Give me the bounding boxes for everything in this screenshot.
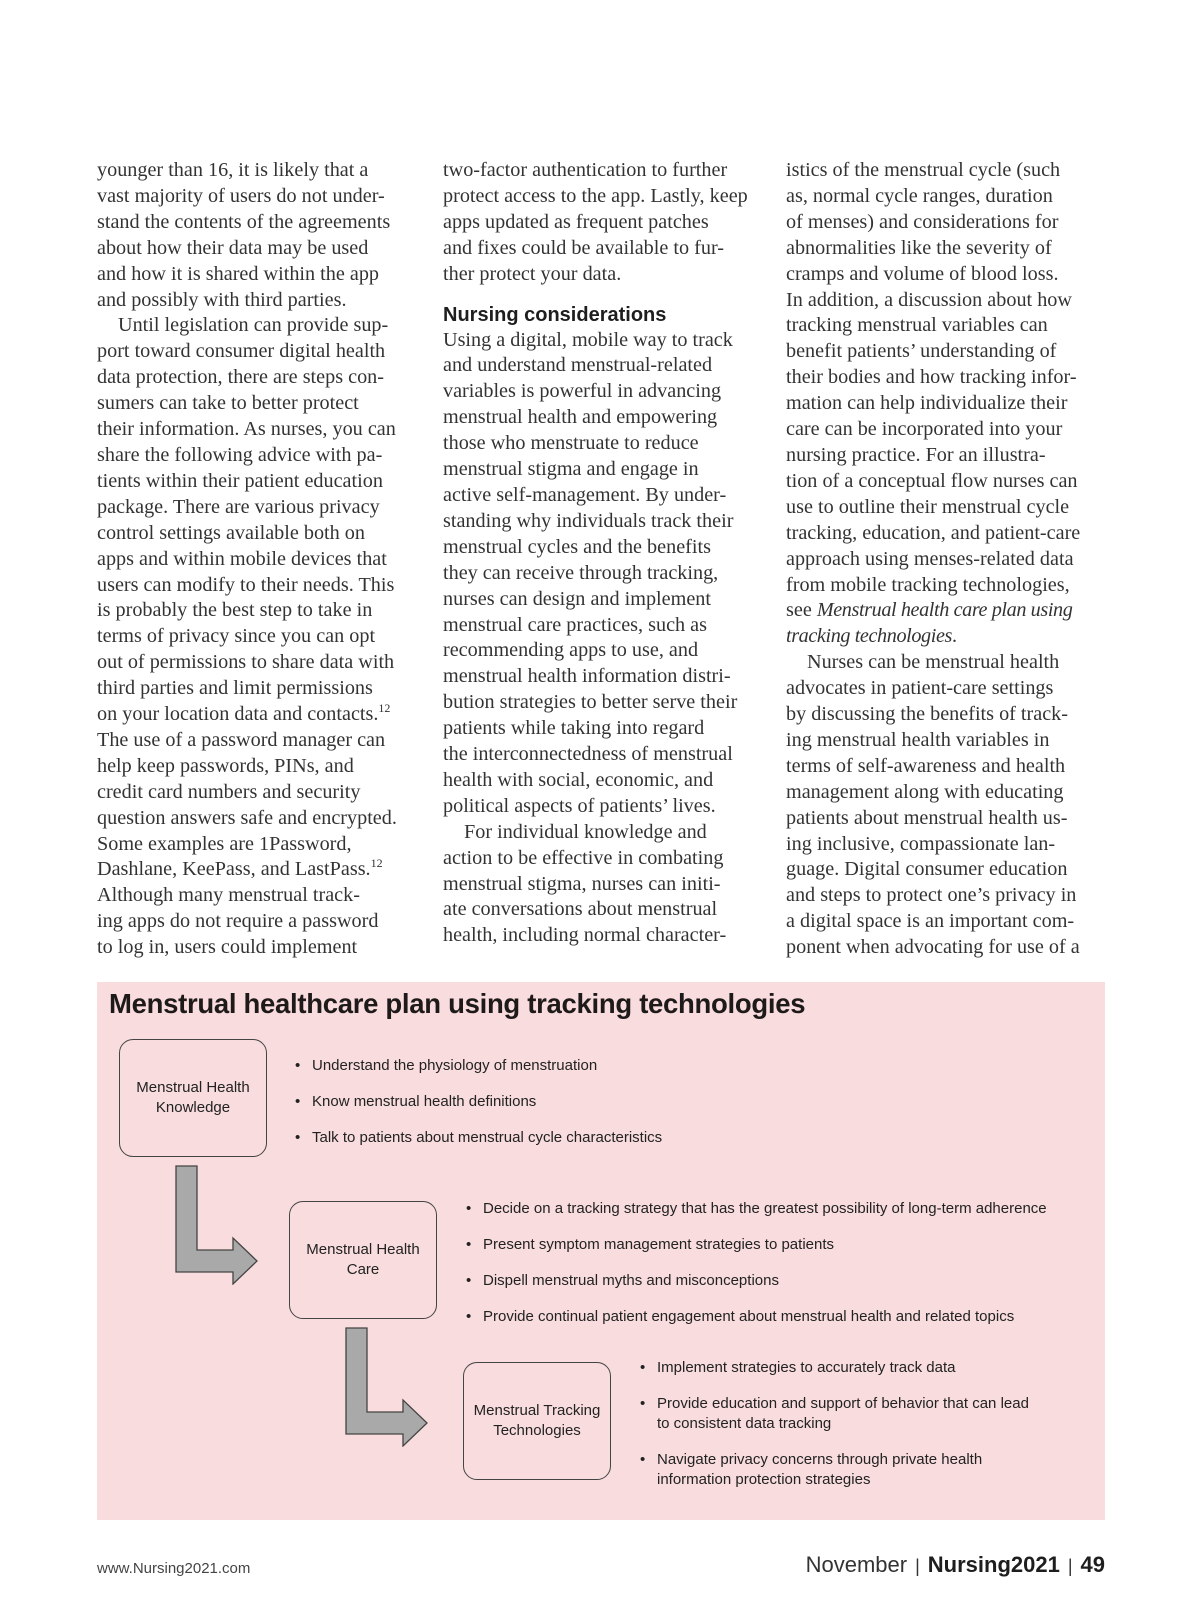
bullet-item: • Talk to patients about menstrual cycle characteristics [295,1128,662,1148]
text-line: variables is powerful in advancing [443,380,722,403]
step-label-line: Menstrual Health [306,1241,420,1258]
text-line-with-citation [97,857,427,883]
article-column-2 [443,158,773,949]
text-line: nurses can design and implement [443,587,711,610]
text-line: terms of self-awareness and health [786,754,1066,777]
step-label-line: Menstrual Tracking [473,1402,601,1419]
step-label-line: Menstrual Health [136,1079,250,1096]
text-line: and possibly with third parties. [97,288,347,311]
text-line: help keep passwords, PINs, and [97,754,354,777]
step-bullets-knowledge [295,1056,662,1148]
figure-title: Menstrual healthcare plan using tracking technologies [109,988,806,1019]
figure-reference-link[interactable]: Menstrual health care plan using [816,599,1073,622]
text-line: ponent when advocating for use of a [786,936,1080,959]
text-line: benefit patients’ understanding of [786,340,1057,363]
text-line: and how it is shared within the app [97,262,380,285]
step-label-line: Technologies [493,1422,581,1439]
text-line: patients while taking into regard [443,717,705,740]
text-line: about how their data may be used [97,236,369,259]
text-line: istics of the menstrual cycle (such [786,159,1061,181]
footer-folio [806,1552,1105,1578]
text-line: third parties and limit permissions [97,677,373,700]
text-line: a digital space is an important com- [786,910,1075,933]
citation-superscript: 12 [378,701,391,716]
bullet-item: • Decide on a tracking strategy that has the greatest possibility of long-term adherence [466,1199,1047,1219]
bullet-item: • Present symptom management strategies to patients [466,1235,1047,1255]
text-line: Nurses can be menstrual health [807,651,1060,674]
text-line: cramps and volume of blood loss. [786,262,1059,285]
text-line: port toward consumer digital health [97,340,386,363]
text-line-with-figure-reference [786,624,1116,650]
text-line: they can receive through tracking, [443,561,719,584]
text-line: The use of a password manager can [97,728,386,751]
text-line: protect access to the app. Lastly, keep [443,184,748,207]
bullet-text: Provide education and support of behavior that can lead [657,1395,1029,1412]
bullet-item: • Know menstrual health definitions [295,1092,662,1112]
text-line: mation can help individualize their [786,392,1068,415]
text-line: those who menstruate to reduce [443,432,699,455]
text-line: tients within their patient education [97,469,383,492]
text-line: sumers can take to better protect [97,392,359,415]
down-right-arrow-icon [175,1165,265,1285]
text: Dashlane, KeePass, and LastPass. [97,858,371,881]
text-line: ing inclusive, compassionate lan- [786,832,1056,855]
text-line-with-figure-reference [786,598,1116,624]
text-line: recommending apps to use, and [443,639,699,662]
step-bullets-care [466,1199,1047,1327]
text-line: menstrual stigma, nurses can initi- [443,872,721,895]
section-heading: Nursing considerations [443,303,667,326]
text-line: from mobile tracking technologies, [786,573,1070,596]
text-line: apps and within mobile devices that [97,547,387,570]
bullet-item [640,1394,1029,1434]
text-line: and understand menstrual-related [443,354,713,377]
figure-reference-link[interactable]: tracking technologies [786,625,952,648]
text-line: ing apps do not require a password [97,910,379,933]
text-line: bution strategies to better serve their [443,691,738,714]
text-line: the interconnectedness of menstrual [443,743,733,766]
down-right-arrow-icon [345,1327,435,1447]
step-box-tracking-technologies [463,1362,611,1480]
bullet-item: • Implement strategies to accurately track data [640,1358,1029,1378]
footer-separator: | [1067,1556,1073,1576]
text-line: health with social, economic, and [443,768,714,791]
text-line: out of permissions to share data with [97,651,395,674]
text-line: vast majority of users do not under- [97,184,385,207]
text-line: and steps to protect one’s privacy in [786,884,1077,907]
article-column-3 [786,158,1116,961]
bullet-text: Navigate privacy concerns through private health [657,1451,983,1468]
text-line: Some examples are 1Password, [97,832,352,855]
article-column-1 [97,158,427,961]
text-line: political aspects of patients’ lives. [443,794,716,817]
text: see [786,599,812,622]
text-line: terms of privacy since you can opt [97,625,376,648]
citation-superscript: 12 [370,856,383,871]
text-line: of menses) and considerations for [786,210,1059,233]
text-line: guage. Digital consumer education [786,858,1068,881]
step-box-care [289,1201,437,1319]
bullet-text: information protection strategies [657,1471,871,1488]
text-line: ate conversations about menstrual [443,898,718,921]
figure-panel [97,982,1105,1520]
page-number: 49 [1080,1552,1105,1577]
bullet-item [640,1450,1029,1490]
text-line: Until legislation can provide sup- [118,314,389,337]
step-box-knowledge [119,1039,267,1157]
text-line: For individual knowledge and [464,820,707,843]
text-line: Although many menstrual track- [97,884,360,907]
text-line: approach using menses-related data [786,547,1074,570]
text-line: and fixes could be available to fur- [443,236,724,259]
text-line: users can modify to their needs. This [97,573,395,596]
text-line: ther protect your data. [443,262,622,285]
text-line: younger than 16, it is likely that a [97,159,369,181]
text-line: data protection, there are steps con- [97,366,384,389]
text-line: Using a digital, mobile way to track [443,328,733,351]
text-line: menstrual health information distri- [443,665,731,688]
text-line: apps updated as frequent patches [443,210,709,233]
bullet-item: • Understand the physiology of menstruation [295,1056,662,1076]
text-line: care can be incorporated into your [786,418,1063,441]
bullet-text: to consistent data tracking [657,1415,832,1432]
text-line: use to outline their menstrual cycle [786,495,1070,518]
step-label-line: Knowledge [155,1099,231,1116]
bullet-item: • Provide continual patient engagement about menstrual health and related topics [466,1307,1047,1327]
text-line: is probably the best step to take in [97,599,373,622]
footer-website-link[interactable]: www.Nursing2021.com [97,1560,251,1577]
text-line: credit card numbers and security [97,780,361,803]
text-line: stand the contents of the agreements [97,210,391,233]
footer-month: November [805,1552,908,1577]
footer-separator: | [915,1556,920,1576]
text-line-with-citation [97,702,427,728]
text-line: to log in, users could implement [97,936,358,959]
text-line: two-factor authentication to further [443,159,728,181]
text-line: In addition, a discussion about how [786,288,1072,311]
text: on your location data and contacts. [97,703,379,726]
text-line: question answers safe and encrypted. [97,806,397,829]
text-line: abnormalities like the severity of [786,236,1052,259]
text-line: advocates in patient-care settings [786,677,1054,700]
text-line: patients about menstrual health us- [786,806,1068,829]
text-line: menstrual health and empowering [443,406,718,429]
text-line: control settings available both on [97,521,365,544]
text-line: tion of a conceptual flow nurses can [786,469,1078,492]
text-line: menstrual stigma and engage in [443,458,699,481]
bullet-item: • Dispell menstrual myths and misconceptions [466,1271,1047,1291]
text: . [951,625,958,648]
text-line: package. There are various privacy [97,495,380,518]
text-line: their bodies and how tracking infor- [786,366,1077,389]
text-line: tracking, education, and patient-care [786,521,1081,544]
text-line: action to be effective in combating [443,846,724,869]
text-line: share the following advice with pa- [97,443,383,466]
text-line: tracking menstrual variables can [786,314,1048,337]
text-line: by discussing the benefits of track- [786,703,1068,726]
footer-magazine-name: Nursing2021 [927,1552,1060,1577]
text-line: menstrual cycles and the benefits [443,535,711,558]
text-line: management along with educating [786,780,1064,803]
step-label-line: Care [346,1261,380,1278]
text-line: nursing practice. For an illustra- [786,443,1046,466]
text-line: active self-management. By under- [443,483,727,506]
text-line: health, including normal character- [443,924,727,947]
text-line: their information. As nurses, you can [97,418,396,441]
step-bullets-tracking-technologies [640,1358,1029,1490]
text-line: as, normal cycle ranges, duration [786,184,1053,207]
text-line: menstrual care practices, such as [443,613,707,636]
text-line: standing why individuals track their [443,509,734,532]
text-line: ing menstrual health variables in [786,728,1050,751]
